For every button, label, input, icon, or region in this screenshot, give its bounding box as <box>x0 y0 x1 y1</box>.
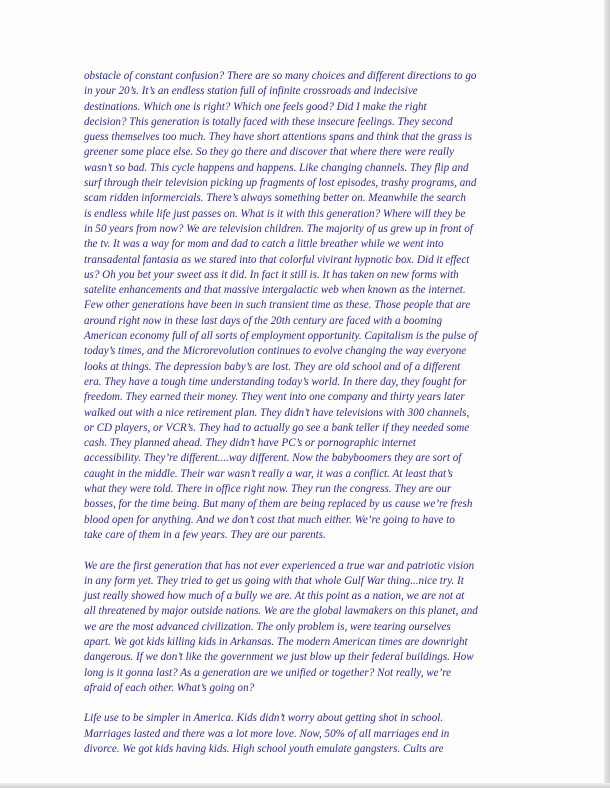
text-line: long is it gonna last? As a generation are we unified or together? Not really, we’re <box>84 666 452 679</box>
text-line: dangerous. If we don’t like the government we just blow up their federal buildings. How <box>84 651 474 664</box>
text-line: Few other generations have been in such transient time as these. Those people that are <box>84 299 471 312</box>
text-line: we are the most advanced civilization. The only problem is, were tearing ourselves <box>84 620 451 633</box>
text-line: Marriages lasted and there was a lot more love. Now, 50% of all marriages end in <box>84 727 450 740</box>
text-line: cash. They planned ahead. They didn’t have PC’s or pornographic internet <box>84 437 416 450</box>
text-line: destinations. Which one is right? Which one feels good? Did I make the right <box>84 100 427 113</box>
text-line: guess themselves too much. They have short attentions spans and think that the grass is <box>84 131 472 144</box>
text-line: decision? This generation is totally faced with these insecure feelings. They second <box>84 115 453 128</box>
text-line: freedom. They earned their money. They went into one company and thirty years later <box>84 391 465 404</box>
text-line: just really showed how much of a bully we are. At this point as a nation, we are not at <box>84 590 465 603</box>
text-line: blood open for anything. And we don’t cost that much either. We’re going to have to <box>84 513 455 526</box>
text-line: afraid of each other. What’s going on? <box>84 681 255 694</box>
text-line: in any form yet. They tried to get us going with that whole Gulf War thing...nice try. It <box>84 574 464 587</box>
text-line: Life use to be simpler in America. Kids didn’t worry about getting shot in school. <box>84 712 444 725</box>
text-line: obstacle of constant confusion? There are so many choices and different directions to go <box>84 70 477 82</box>
paragraph-2 <box>84 559 598 697</box>
text-line: us? Oh you bet your sweet ass it did. In fact it still is. It has taken on new forms with <box>84 268 459 281</box>
text-line: satelite enhancements and that massive intergalactic web when known as the internet. <box>84 284 466 297</box>
text-line: era. They have a tough time understanding today’s world. In there day, they fought for <box>84 375 467 388</box>
text-line: in your 20’s. It’s an endless station full of infinite crossroads and indecisive <box>84 85 418 98</box>
text-line: scam ridden informercials. There’s always something better on. Meanwhile the search <box>84 192 466 205</box>
text-line: take care of them in a few years. They are our parents. <box>84 528 326 541</box>
text-line: what they were told. There in office right now. They run the congress. They are our <box>84 483 452 496</box>
paragraph-1 <box>84 69 598 543</box>
text-line: or CD players, or VCR’s. They had to actually go see a bank teller if they needed some <box>84 421 470 434</box>
text-line: today’s times, and the Microrevolution continues to evolve changing the way everyone <box>84 345 467 358</box>
text-line: is endless while life just passes on. What is it with this generation? Where will they be <box>84 207 466 220</box>
text-line: the tv. It was a way for mom and dad to catch a little breather while we went into <box>84 238 444 251</box>
text-line: greener some place else. So they go there and discover that where there were really <box>84 146 454 159</box>
scan-edge-right <box>604 0 610 788</box>
document-body <box>84 69 598 757</box>
text-line: surf through their television picking up fragments of lost episodes, trashy programs, and <box>84 177 477 190</box>
text-line: in 50 years from now? We are television children. The majority of us grew up in front of <box>84 222 473 235</box>
text-line: divorce. We got kids having kids. High school youth emulate gangsters. Cults are <box>84 743 444 756</box>
text-line: looks at things. The depression baby’s are lost. They are old school and of a different <box>84 360 461 373</box>
text-line: walked out with a nice retirement plan. They didn’t have televisions with 300 channels, <box>84 406 470 419</box>
paragraph-gap <box>84 696 598 711</box>
text-line: accessibility. They’re different....way different. Now the babyboomers they are sort of <box>84 452 462 465</box>
text-line: apart. We got kids killing kids in Arkansas. The modern American times are downright <box>84 635 468 648</box>
text-line: wasn’t so bad. This cycle happens and happens. Like changing channels. They flip and <box>84 161 469 174</box>
text-line: caught in the middle. Their war wasn’t really a war, it was a conflict. At least that’s <box>84 467 453 480</box>
text-line: bosses, for the time being. But many of them are being replaced by us cause we’re fresh <box>84 498 473 511</box>
scan-edge-bottom <box>0 783 610 788</box>
text-line: transadental fantasia as we stared into that colorful vivirant hypnotic box. Did it effect <box>84 253 470 266</box>
text-line: American economy full of all sorts of employment opportunity. Capitalism is the pulse of <box>84 330 478 343</box>
text-line: We are the first generation that has not ever experienced a true war and patriotic vision <box>84 559 475 572</box>
paragraph-3 <box>84 711 598 757</box>
text-line: all threatened by major outside nations. We are the global lawmakers on this planet, and <box>84 605 478 618</box>
paragraph-gap <box>84 543 598 558</box>
text-line: around right now in these last days of the 20th century are faced with a booming <box>84 314 443 327</box>
